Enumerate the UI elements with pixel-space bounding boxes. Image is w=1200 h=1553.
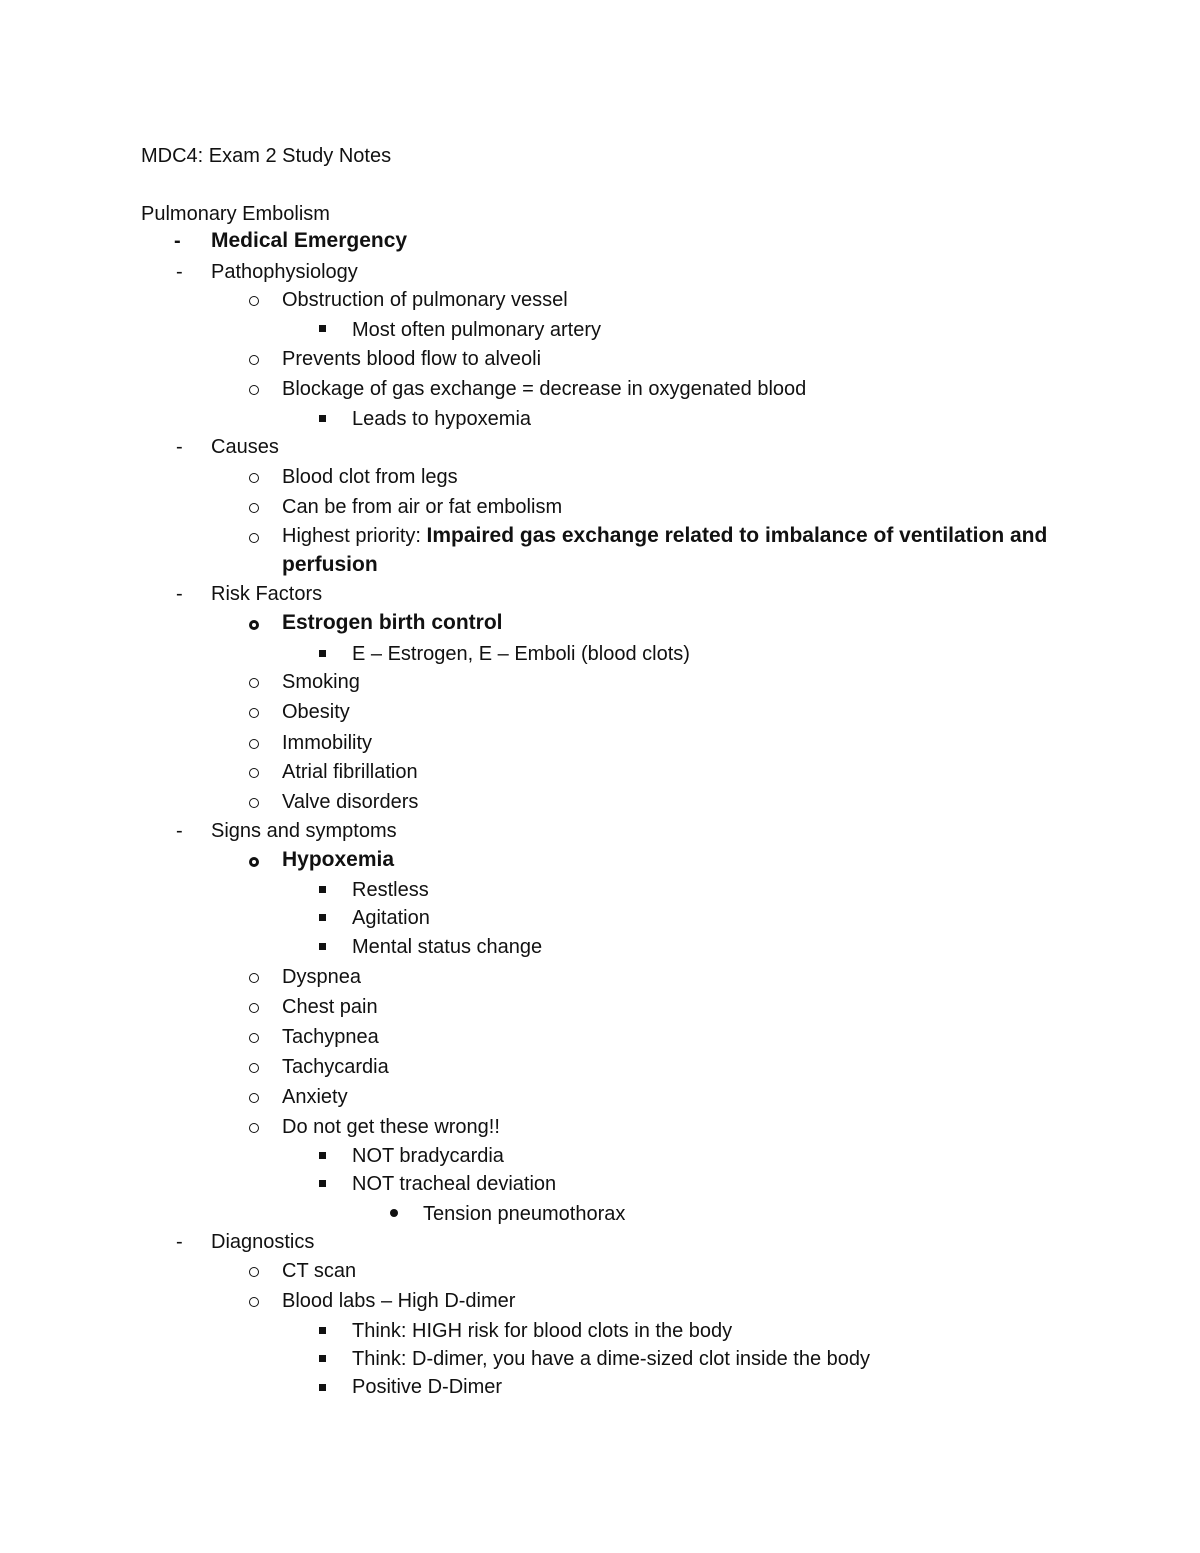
- risk-factors-heading: Risk Factors: [211, 583, 323, 605]
- circle-bullet: [249, 857, 259, 867]
- circle-bullet: [249, 503, 259, 513]
- list-item: Leads to hypoxemia: [352, 408, 532, 430]
- priority-item: [282, 524, 1047, 548]
- list-item: Positive D-Dimer: [352, 1376, 503, 1398]
- list-item: NOT bradycardia: [352, 1145, 504, 1167]
- list-item: Obesity: [282, 701, 350, 723]
- square-bullet: [319, 325, 326, 332]
- list-item: Dyspnea: [282, 966, 361, 988]
- list-item: Restless: [352, 879, 429, 901]
- list-item: Valve disorders: [282, 791, 419, 813]
- signs-heading: Signs and symptoms: [211, 820, 397, 842]
- square-bullet: [319, 415, 326, 422]
- priority-label: Highest priority:: [282, 525, 427, 547]
- circle-bullet: [249, 708, 259, 718]
- document-title: MDC4: Exam 2 Study Notes: [141, 145, 392, 167]
- think-label: Think:: [352, 1348, 407, 1370]
- list-item: Blood labs – High D-dimer: [282, 1290, 516, 1312]
- list-item: NOT tracheal deviation: [352, 1173, 557, 1195]
- square-bullet: [319, 886, 326, 893]
- circle-bullet: [249, 1297, 259, 1307]
- dot-bullet: [390, 1209, 398, 1217]
- circle-bullet: [249, 385, 259, 395]
- list-item: Tachypnea: [282, 1026, 379, 1048]
- square-bullet: [319, 1327, 326, 1334]
- circle-bullet: [249, 620, 259, 630]
- square-bullet: [319, 943, 326, 950]
- list-item: Most often pulmonary artery: [352, 319, 601, 341]
- circle-bullet: [249, 973, 259, 983]
- list-item: Do not get these wrong!!: [282, 1116, 500, 1138]
- list-item: Anxiety: [282, 1086, 348, 1108]
- list-item: Estrogen birth control: [282, 611, 503, 634]
- list-item: E – Estrogen, E – Emboli (blood clots): [352, 643, 690, 665]
- list-item: CT scan: [282, 1260, 357, 1282]
- list-item: Tension pneumothorax: [423, 1203, 626, 1225]
- dash-bullet: -: [176, 583, 183, 605]
- list-item: Can be from air or fat embolism: [282, 496, 563, 518]
- priority-text-continued: perfusion: [282, 553, 378, 576]
- list-item: [352, 1347, 870, 1371]
- priority-text: Impaired gas exchange related to imbalance of ventilation and: [426, 524, 1048, 547]
- dash-bullet: -: [176, 820, 183, 842]
- dash-bullet: -: [174, 230, 181, 252]
- circle-bullet: [249, 1123, 259, 1133]
- medical-emergency-item: Medical Emergency: [211, 229, 408, 252]
- list-item: Immobility: [282, 732, 373, 754]
- list-item: Blockage of gas exchange = decrease in oxygenated blood: [282, 378, 807, 400]
- list-item: Atrial fibrillation: [282, 761, 418, 783]
- square-bullet: [319, 1384, 326, 1391]
- circle-bullet: [249, 1267, 259, 1277]
- think-label: Think:: [352, 1320, 407, 1342]
- list-item: Prevents blood flow to alveoli: [282, 348, 542, 370]
- list-item: Chest pain: [282, 996, 378, 1018]
- list-item: Hypoxemia: [282, 848, 395, 871]
- circle-bullet: [249, 798, 259, 808]
- square-bullet: [319, 1152, 326, 1159]
- diagnostics-heading: Diagnostics: [211, 1231, 315, 1253]
- list-item: [352, 1319, 732, 1343]
- circle-bullet: [249, 1093, 259, 1103]
- think-text: D-dimer, you have a dime-sized clot inside the body: [406, 1348, 871, 1370]
- dash-bullet: -: [176, 436, 183, 458]
- square-bullet: [319, 1180, 326, 1187]
- square-bullet: [319, 1355, 326, 1362]
- list-item: Smoking: [282, 671, 360, 693]
- circle-bullet: [249, 1003, 259, 1013]
- circle-bullet: [249, 1033, 259, 1043]
- square-bullet: [319, 650, 326, 657]
- dash-bullet: -: [176, 261, 183, 283]
- list-item: Tachycardia: [282, 1056, 389, 1078]
- pathophysiology-heading: Pathophysiology: [211, 261, 358, 283]
- section-title: Pulmonary Embolism: [141, 203, 330, 225]
- dash-bullet: -: [176, 1231, 183, 1253]
- circle-bullet: [249, 473, 259, 483]
- think-text: HIGH risk for blood clots in the body: [406, 1320, 733, 1342]
- list-item: Obstruction of pulmonary vessel: [282, 289, 568, 311]
- circle-bullet: [249, 355, 259, 365]
- circle-bullet: [249, 1063, 259, 1073]
- square-bullet: [319, 914, 326, 921]
- circle-bullet: [249, 768, 259, 778]
- circle-bullet: [249, 678, 259, 688]
- circle-bullet: [249, 296, 259, 306]
- circle-bullet: [249, 533, 259, 543]
- causes-heading: Causes: [211, 436, 279, 458]
- list-item: Blood clot from legs: [282, 466, 458, 488]
- list-item: Mental status change: [352, 936, 543, 958]
- list-item: Agitation: [352, 907, 430, 929]
- circle-bullet: [249, 739, 259, 749]
